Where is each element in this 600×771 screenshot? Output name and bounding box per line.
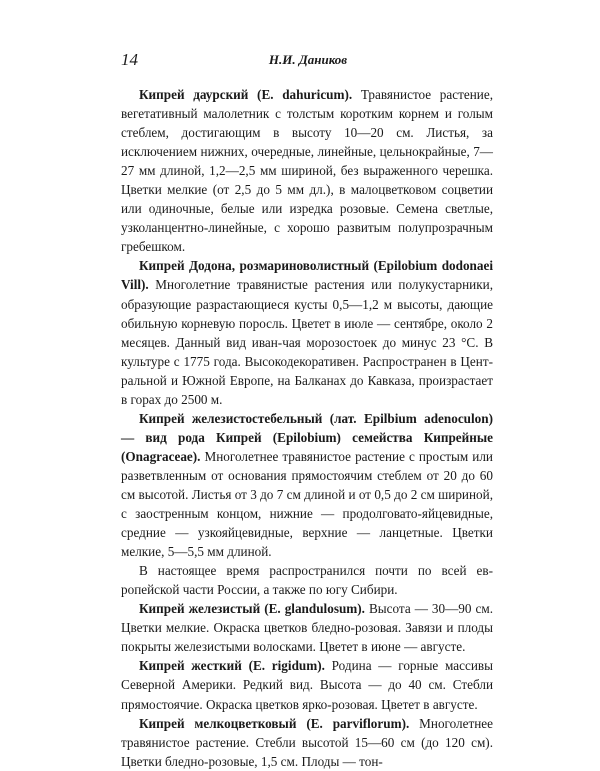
entry-rigidum (121, 656, 493, 713)
entry-glandulosum (121, 599, 493, 656)
page-body (121, 85, 493, 771)
entry-text: В настоящее время распространился почти по всей европейской части России, а также по югу Сибири. (121, 563, 493, 598)
entry-dahuricum (121, 85, 493, 256)
entry-text: Многолетнее травянистое растение с простым или разветвленным от основания прямостоячим стеблем от 20 до 60 см высотой. Листья от 3 до 7 см длиной и от 0,5 до 2 см шириной, с заостренным концом, нижние — продолговато-яйцевидные, средние — узкояйцевидные, верхние — ланцетные. Цветки мелкие, 5—5,5 мм длиной. (121, 448, 493, 560)
entry-term: Кипрей жесткий (E. rigidum). (139, 658, 325, 674)
entry-term: Кипрей даурский (E. dahuricum). (139, 87, 353, 102)
entry-dodonaei (121, 256, 493, 408)
entry-parviflorum (121, 714, 493, 771)
entry-text: Многолетнее травянистое растение. Стебли высотой 15—60 см (до 120 см). Цветки бледно-розовые, 1,5 см. Плоды — тон- (121, 715, 493, 769)
page-header (121, 50, 495, 72)
running-head-author: Н.И. Даников (268, 52, 348, 67)
entry-term: Кипрей Додона, розмариноволистный (Epilobium dodonaei Vill). (121, 258, 493, 293)
entry-term: Кипрей мелкоцветковый (E. parviflorum). (139, 715, 410, 731)
entry-term: Кипрей железистый (E. glandulosum). (139, 601, 365, 617)
entry-adenocaulon (121, 409, 493, 561)
entry-text: Травянистое растение, вегетативный малолетник с толстым коротким корнем и голым стеблем, достигающим в высоту 10—20 см. Листья, за исключением нижних, очередные, линейные, цельнокрайные, 7—27 мм длиной, 1,2—2,5 мм шириной, без выраженного черешка. Цветки мелкие (от 2,5 до 5 мм дл.), в малоцветковом соцветии или одиночные, белые или изредка розовые. Семена светлые, узколанцентно-линейные, с хорошо развитым полупрозрачным гребешком. (121, 87, 493, 255)
entry-distribution-note (121, 561, 493, 599)
entry-text: Родина — горные массивы Северной Америки. Редкий вид. Высота — до 40 см. Стебли прямостоячие. Окраска цветков ярко-розовая. Цветет в августе. (121, 658, 493, 712)
page-number: 14 (121, 50, 138, 69)
entry-text: Многолетние травянистые растения или полукустарники, образующие разрастающиеся кусты 0,5—1,2 м высоты, дающие обильную корневую поросль. Цветет в июле — сентябре, около 2 месяцев. Данный вид иван-чая морозостоек до минус 23 °С. В культуре с 1775 года. Высокодекоративен. Распространен в Центральной и Южной Европе, на Балканах до Кавказа, произрастает в горах до 2500 м. (121, 277, 493, 407)
entry-term: Кипрей железистостебельный (лат. Epilbium adenoculon) — вид рода Кипрей (Epilobium) семейства Кипрейные (Onagraceae). (121, 410, 493, 464)
entry-text: Высота — 30—90 см. Цветки мелкие. Окраска цветков бледно-розовая. Завязи и плоды покрыты железистыми волосками. Цветет в июне — августе. (121, 601, 494, 655)
